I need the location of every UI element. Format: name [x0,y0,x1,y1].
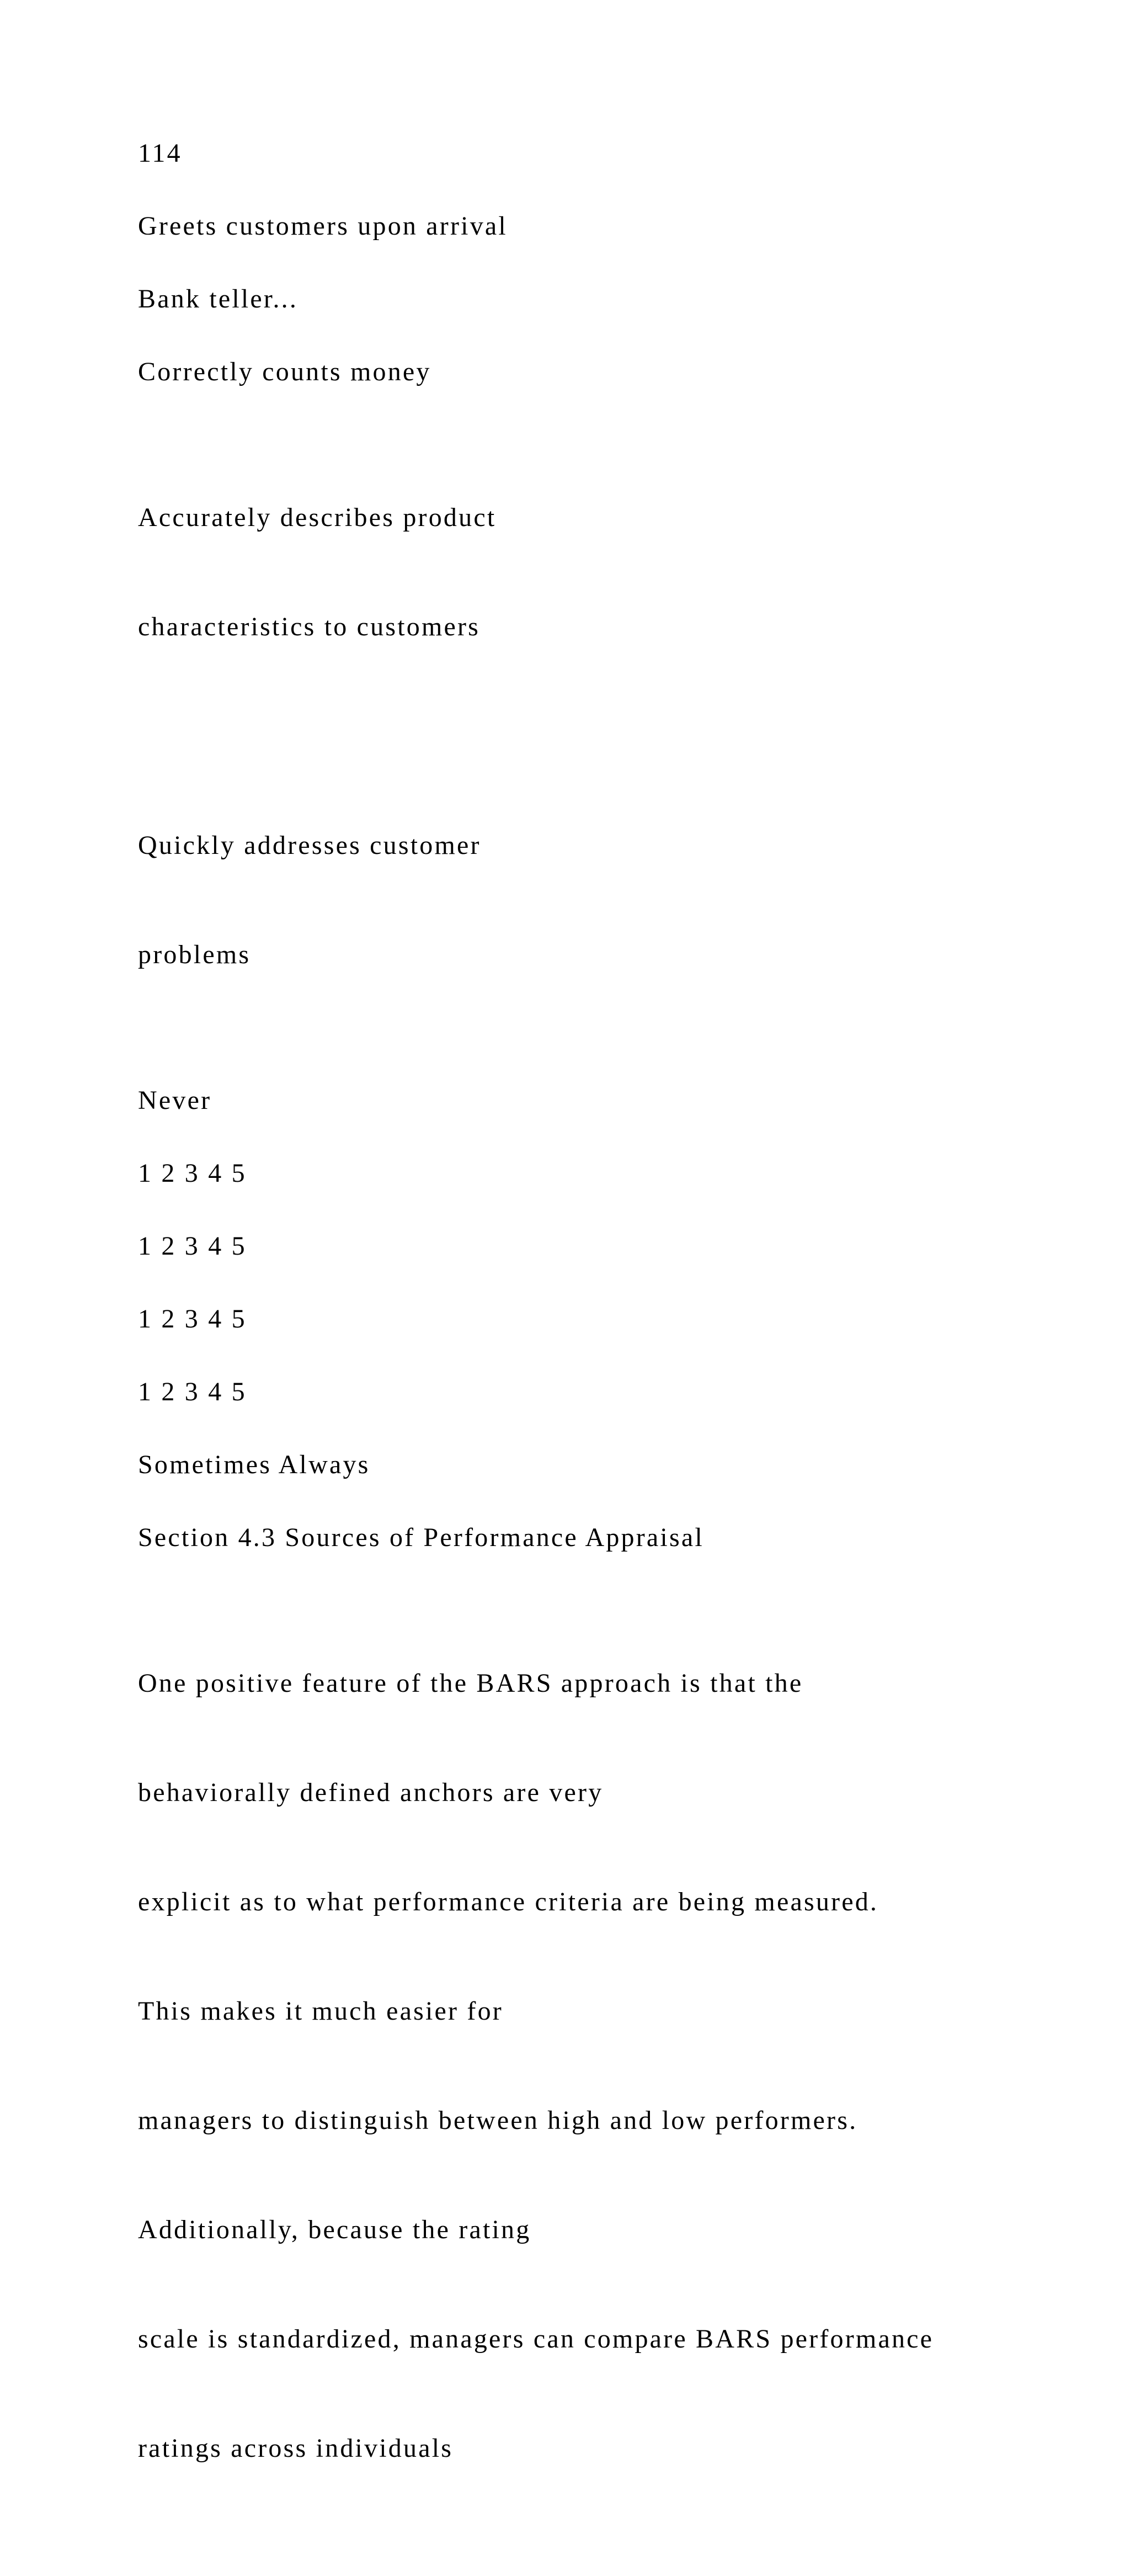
text-line: explicit as to what performance criteria are being measured. [138,1887,879,1916]
behavior-item-describes-product [138,427,1076,718]
text-line: scale is standardized, managers can compare BARS performance [138,2324,934,2354]
text-line: behaviorally defined anchors are very [138,1778,604,1807]
text-line: problems [138,940,251,969]
text-line: ratings across individuals [138,2434,454,2463]
scale-label-never: Never [138,1086,212,1115]
scale-label-sometimes-always: Sometimes Always [138,1450,370,1479]
text-line: Additionally, because the rating [138,2215,531,2244]
rating-scale-row: 1 2 3 4 5 [138,1231,247,1261]
behavior-item-addresses-problems [138,755,1076,1046]
text-line: One positive feature of the BARS approach is that the [138,1669,803,1698]
text-line: Quickly addresses customer [138,831,481,860]
rating-scale-row: 1 2 3 4 5 [138,1159,247,1188]
body-paragraph [138,1592,1076,2540]
text-line: characteristics to customers [138,612,481,641]
text-line: This makes it much easier for [138,1996,503,2026]
rating-subject: Bank teller... [138,284,299,314]
behavior-item-greets: Greets customers upon arrival [138,211,508,241]
rating-scale-row: 1 2 3 4 5 [138,1377,247,1406]
behavior-item-counts-money: Correctly counts money [138,357,431,386]
text-column [138,135,1076,2576]
text-line: managers to distinguish between high and low performers. [138,2106,858,2135]
section-heading: Section 4.3 Sources of Performance Appraisal [138,1523,704,1552]
rating-scale-row: 1 2 3 4 5 [138,1304,247,1334]
text-line: Accurately describes product [138,503,497,532]
page-number: 114 [138,139,182,168]
